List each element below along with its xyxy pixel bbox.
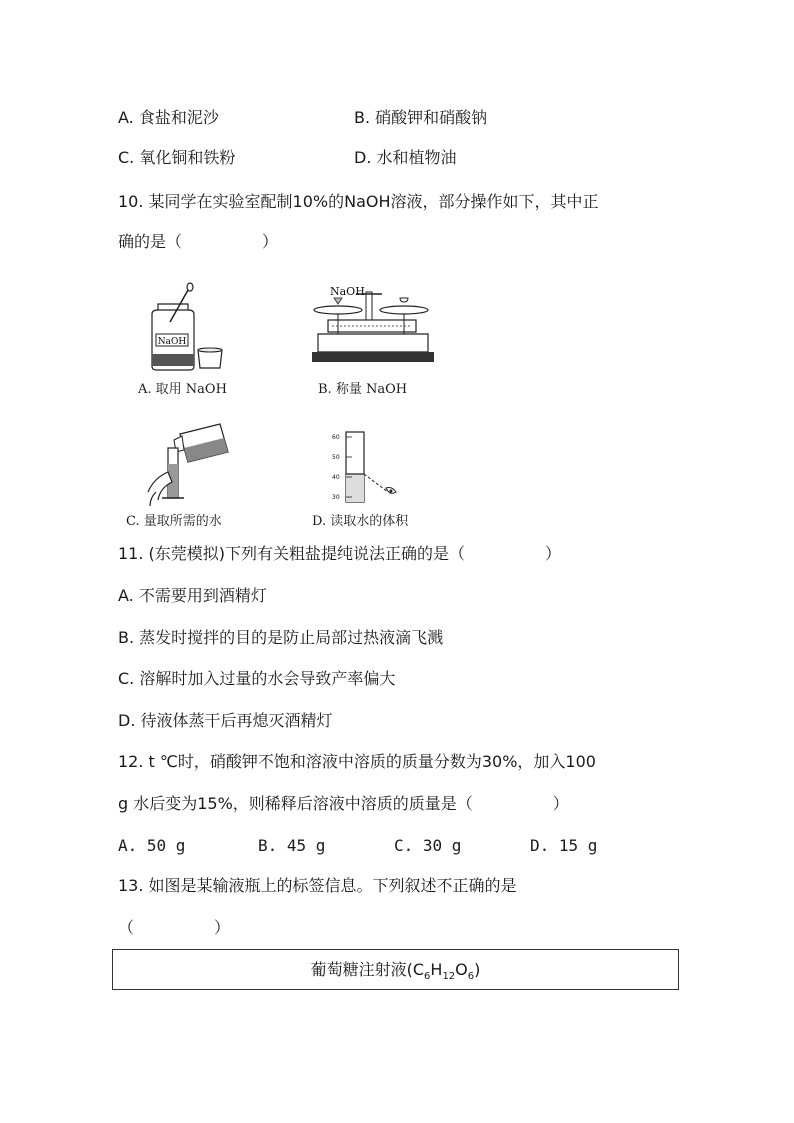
- figure-d-caption: D. 读取水的体积: [312, 514, 409, 529]
- q10-stem-line2: 确的是（ ）: [118, 232, 279, 251]
- figure-a-caption: A. 取用 NaOH: [138, 382, 227, 397]
- q12-stem-line2: g 水后变为15%，则稀释后溶液中溶质的质量是（ ）: [118, 794, 569, 813]
- q12-option-a: A. 50 g: [118, 836, 186, 855]
- cylinder-tick-50: 50: [332, 454, 340, 461]
- q11-stem: 11. (东莞模拟)下列有关粗盐提纯说法正确的是（ ）: [118, 544, 562, 563]
- figure-a-bottle-label: NaOH: [157, 337, 187, 347]
- q9-option-c: C. 氧化铜和铁粉: [118, 148, 236, 167]
- q12-stem-line1: 12. t ℃时，硝酸钾不饱和溶液中溶质的质量分数为30%，加入100: [118, 752, 596, 771]
- figure-b-balance: [308, 282, 438, 374]
- q11-option-b: B. 蒸发时搅拌的目的是防止局部过热液滴飞溅: [118, 628, 444, 647]
- q12-option-d: D. 15 g: [530, 836, 598, 855]
- figure-b-balance-label: NaOH: [330, 285, 365, 298]
- infusion-bottle-label: [112, 949, 679, 990]
- q13-stem-line1: 13. 如图是某输液瓶上的标签信息。下列叙述不正确的是: [118, 876, 517, 895]
- q10-stem-line1: 10. 某同学在实验室配制10%的NaOH溶液，部分操作如下，其中正: [118, 192, 599, 211]
- q9-option-b: B. 硝酸钾和硝酸钠: [354, 108, 488, 127]
- q11-option-c: C. 溶解时加入过量的水会导致产率偏大: [118, 669, 396, 688]
- q12-option-c: C. 30 g: [394, 836, 462, 855]
- q12-option-b: B. 45 g: [258, 836, 326, 855]
- q9-option-a: A. 食盐和泥沙: [118, 108, 219, 127]
- figure-a-bottle: [140, 282, 240, 374]
- q11-option-a: A. 不需要用到酒精灯: [118, 586, 267, 605]
- figure-b-caption: B. 称量 NaOH: [318, 382, 408, 397]
- infusion-label-text: 葡萄糖注射液$(C_6H_{12}O_6)$: [310, 960, 481, 983]
- cylinder-tick-30: 30: [332, 494, 340, 501]
- q9-option-d: D. 水和植物油: [354, 148, 457, 167]
- figure-c-caption: C. 量取所需的水: [126, 514, 222, 529]
- q13-stem-line2: （ ）: [118, 918, 231, 937]
- figure-c-pouring: [140, 418, 240, 508]
- figure-d-reading: [330, 430, 410, 508]
- q11-option-d: D. 待液体蒸干后再熄灭酒精灯: [118, 711, 333, 730]
- cylinder-tick-40: 40: [332, 474, 340, 481]
- cylinder-tick-60: 60: [332, 434, 340, 441]
